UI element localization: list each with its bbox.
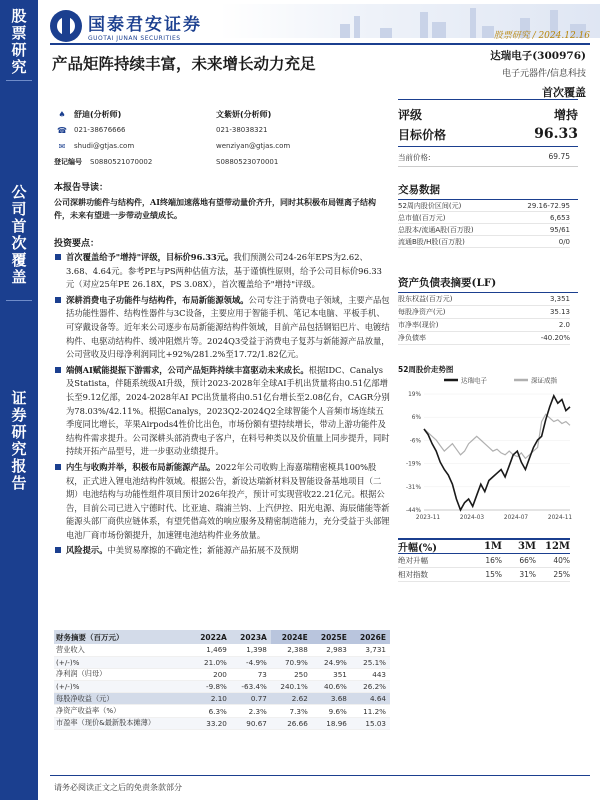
sidebar <box>0 0 38 800</box>
cert-label: 登记编号 <box>54 158 82 166</box>
x-tick-label: 2024-03 <box>459 515 485 521</box>
table-header: 升幅(%) 1M 3M 12M <box>398 538 570 554</box>
mail-icon: ✉ <box>58 141 66 151</box>
sidebar-divider <box>6 300 32 301</box>
trading-table <box>398 200 570 248</box>
footer-rule <box>50 775 590 776</box>
y-tick-label: -19% <box>406 461 421 468</box>
target-price-label: 目标价格 <box>398 127 447 142</box>
table-row: 相对指数 15% 31% 25% <box>398 568 570 582</box>
table-row: 流通B股/H股(百万股) 0/0 <box>398 236 570 248</box>
y-tick-label: -44% <box>406 508 421 514</box>
list-item: 风险提示。中美贸易摩擦的不确定性；新能源产品拓展不及预期 <box>54 544 390 558</box>
trading-heading: 交易数据 <box>398 182 578 200</box>
sidebar-top-label: 股票研究 <box>11 7 27 76</box>
y-tick-label: -31% <box>406 484 421 491</box>
table-row: 绝对升幅 16% 66% 40% <box>398 554 570 568</box>
analyst-block <box>54 106 384 170</box>
table-row: 净利润（归母） 200 73 250 351 443 <box>54 668 390 680</box>
table-row: (+/-)% -9.8% -63.4% 240.1% 40.6% 26.2% <box>54 681 390 693</box>
analyst-2-cert: S0880523070001 <box>216 158 279 166</box>
current-price-label: 当前价格: <box>398 153 431 162</box>
analyst-2-name: 文紫妍(分析师) <box>216 109 272 119</box>
sidebar-divider <box>6 80 32 81</box>
investment-points <box>54 251 390 560</box>
table-row: 营业收入 1,469 1,398 2,388 2,983 3,731 <box>54 644 390 656</box>
analyst-2-phone: 021-38038321 <box>216 126 268 134</box>
table-header: 财务摘要（百万元） 2022A 2023A 2024E 2025E 2026E <box>54 630 390 644</box>
industry-label: 电子元器件/信息科技 <box>501 69 586 79</box>
report-title: 产品矩阵持续丰富，未来增长动力充足 <box>52 54 316 73</box>
balance-table <box>398 293 570 345</box>
list-item: 深耕消费电子功能件与结构件，布局新能源领域。公司专注于消费电子领域，主要产品包括功能性器件、结构性器件与3C设备，主要应用于智能手机、笔记本电脑、平板手机、可穿戴设备等。近年来公司逐步布局新能源结构件领域，目前产品包括钢铝巴片、电镀结构件、电驱动结构件、缓冲阻燃片等。2024Q3受益于消费电子复苏与新能源产品放量，公司营收及归母净利润同比+92%/281.2%至17.72/1.82亿元。 <box>54 294 390 362</box>
y-tick-label: 19% <box>408 392 421 398</box>
divider <box>398 146 578 147</box>
brand-name-en: GUOTAI JUNAN SECURITIES <box>88 35 181 42</box>
rating-label: 评级 <box>398 107 423 122</box>
target-price-value: 96.33 <box>534 126 578 142</box>
table-row: (+/-)% 21.0% -4.9% 70.9% 24.9% 25.1% <box>54 656 390 668</box>
header-rule <box>50 43 590 45</box>
list-item: 内生与收购并举，积极布局新能源产品。2022年公司收购上海嘉瑞精密模具100%股权，正式进入锂电池结构件领域。根据公告，新设达瑞新材料及智能设备基地项目（二期）电池结构与功能性组件项目预计2026年投产，预计可实现营收22.21亿元。根据公告，目前公司已进入宁德时代、比亚迪、瑞浦兰钧、上汽伊控、阳光电源、海辰储能等新能源头部厂商供应链体系，有望凭借高效的响应服务及精密制造能力，充分受益于头部锂电池厂商市场份额提升，加速锂电池结构件业务放量。 <box>54 461 390 543</box>
table-row: 股东权益(百万元) 3,351 <box>398 293 570 306</box>
brand-name: 国泰君安证券 <box>88 15 202 35</box>
stock-name: 达瑞电子(300976) <box>490 50 586 62</box>
table-row: 净负债率 -40.20% <box>398 332 570 345</box>
points-heading: 投资要点： <box>54 239 100 249</box>
y-tick-label: -6% <box>409 438 421 445</box>
sidebar-bottom-label: 证券研究报告 <box>11 389 27 492</box>
rating-block <box>398 104 578 144</box>
analyst-1-name: 舒迪(分析师) <box>74 109 122 119</box>
table-row: 总市值(百万元) 6,653 <box>398 212 570 224</box>
current-price-value: 69.75 <box>548 152 570 161</box>
table-row: 52周内股价区间(元) 29.16-72.95 <box>398 200 570 212</box>
table-row: 每股净收益（元） 2.10 0.77 2.62 3.68 4.64 <box>54 693 390 705</box>
price-trend-chart <box>398 372 578 524</box>
x-tick-label: 2023-11 <box>415 515 441 521</box>
table-row: 净资产收益率（%） 6.3% 2.3% 7.3% 9.6% 11.2% <box>54 705 390 717</box>
list-item: 端侧AI赋能提振下游需求，公司产品矩阵持续丰富驱动未来成长。根据IDC、Canalys及Statista，伴随系统级AI升级，预计2023-2028年全球AI手机出货量将由0.51亿部增长至9.12亿部，2024-2028年AI PC出货量将由0.51亿台增长至2.08亿台，CAGR分别为78.03%/42.11%。根据Canalys，2023Q2-2024Q2全球智能个人音频市场连续五季度同比增长，苹果Airpods4性价比出色，市场份额有望持续增长，带动上游功能件及结构件需求提升。公司深耕头部消费电子客户，在料号种类以及价值量上同步提升，同时持续开拓产品型号，进一步驱动业绩提升。 <box>54 364 390 459</box>
legend-label: 深证成指 <box>531 376 557 385</box>
person-icon: ♠ <box>58 109 66 119</box>
divider <box>398 166 578 167</box>
series-line <box>424 414 570 458</box>
y-tick-label: 6% <box>411 415 421 422</box>
table-row: 总股本/流通A股(百万股) 95/61 <box>398 224 570 236</box>
report-date: 股票研究 / 2024.12.16 <box>493 31 590 41</box>
analyst-1-cert: S0880521070002 <box>90 158 153 166</box>
sidebar-middle-label: 公司首次覆盖 <box>11 183 27 286</box>
balance-heading: 资产负债表摘要(LF) <box>398 275 578 293</box>
phone-icon: ☎ <box>57 125 67 135</box>
chart-title: 52周股价走势图 <box>398 365 454 374</box>
brand-logo <box>50 10 202 42</box>
summary-text: 公司深耕功能件与结构件，AI终端加速落地有望带动量价齐升，同时其积极布局锂离子结构件，未来有望进一步带动业绩成长。 <box>54 197 376 220</box>
logo-icon <box>50 10 82 42</box>
rating-value: 增持 <box>553 107 578 122</box>
series-line <box>424 396 570 510</box>
summary-heading: 本报告导读： <box>54 183 109 193</box>
x-tick-label: 2024-07 <box>503 515 529 521</box>
analyst-1-email[interactable]: shudi@gtjas.com <box>74 142 135 150</box>
performance-table <box>398 538 570 582</box>
x-tick-label: 2024-11 <box>547 515 573 521</box>
current-price <box>398 152 570 163</box>
list-item: 首次覆盖给予"增持"评级，目标价96.33元。我们预测公司24-26年EPS为2.62、3.68、4.64元。参考PE与PS两种估值方法，基于谨慎性原则，给予公司目标价96.33元（对应25年PE 26.18X，PS 3.08X），首次覆盖给予"增持"评级。 <box>54 251 390 292</box>
financial-summary-table <box>54 630 390 730</box>
table-row: 市盈率（现价&最新股本摊薄） 33.20 90.67 26.66 18.96 15.03 <box>54 717 390 729</box>
table-row: 市净率(现价) 2.0 <box>398 319 570 332</box>
coverage-label: 首次覆盖 <box>542 86 586 99</box>
analyst-1-phone: 021-38676666 <box>74 126 126 134</box>
legend-label: 达瑞电子 <box>461 376 487 385</box>
divider <box>398 99 578 100</box>
footer-disclaimer: 请务必阅读正文之后的免责条款部分 <box>54 783 182 792</box>
analyst-2-email[interactable]: wenziyan@gtjas.com <box>216 142 291 150</box>
table-row: 每股净资产(元) 35.13 <box>398 306 570 319</box>
